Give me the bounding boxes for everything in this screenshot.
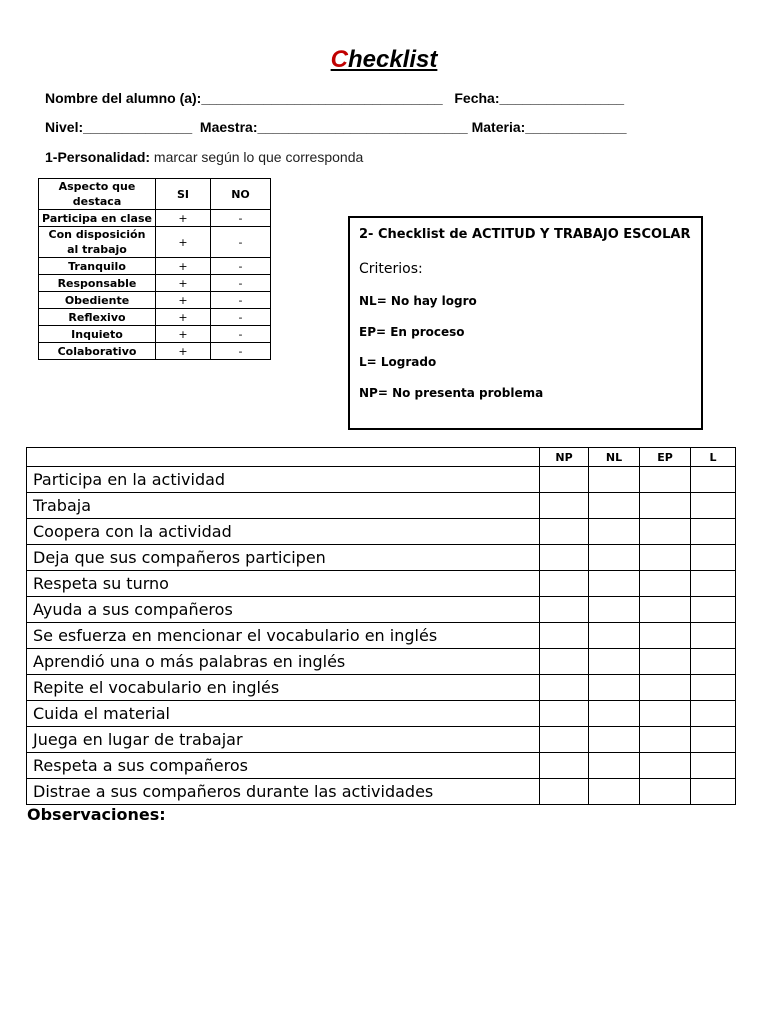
checklist-np-cell[interactable] [540,623,589,649]
checklist-row [27,675,736,701]
checklist-item-label: Juega en lugar de trabajar [27,727,540,753]
criteria-title: 2- Checklist de ACTITUD Y TRABAJO ESCOLAR [359,227,691,242]
personality-header-no: NO [211,179,271,210]
checklist-l-cell[interactable] [691,467,736,493]
checklist-ep-cell[interactable] [640,545,691,571]
checklist-row [27,727,736,753]
checklist-nl-cell[interactable] [589,753,640,779]
student-name-date-line[interactable]: Nombre del alumno (a):_______________________________ Fecha:________________ [45,90,625,106]
checklist-nl-cell[interactable] [589,467,640,493]
checklist-l-cell[interactable] [691,545,736,571]
checklist-item-label: Ayuda a sus compañeros [27,597,540,623]
observations-label: Observaciones: [27,805,166,824]
checklist-row [27,545,736,571]
checklist-l-cell[interactable] [691,597,736,623]
personality-no-cell: - [211,326,271,343]
personality-aspect-cell: Participa en clase [39,210,156,227]
personality-row [39,258,271,275]
checklist-np-cell[interactable] [540,675,589,701]
personality-row [39,227,271,258]
checklist-l-cell[interactable] [691,701,736,727]
personality-aspect-cell: Obediente [39,292,156,309]
checklist-item-label: Se esfuerza en mencionar el vocabulario en inglés [27,623,540,649]
criteria-item: L= Logrado [359,355,437,369]
checklist-nl-cell[interactable] [589,701,640,727]
personality-si-cell: + [156,309,211,326]
main-header-blank [27,448,540,467]
checklist-ep-cell[interactable] [640,701,691,727]
checklist-l-cell[interactable] [691,753,736,779]
checklist-ep-cell[interactable] [640,623,691,649]
checklist-ep-cell[interactable] [640,519,691,545]
checklist-l-cell[interactable] [691,727,736,753]
checklist-item-label: Aprendió una o más palabras en inglés [27,649,540,675]
personality-aspect-cell: Responsable [39,275,156,292]
checklist-nl-cell[interactable] [589,571,640,597]
checklist-ep-cell[interactable] [640,753,691,779]
checklist-ep-cell[interactable] [640,779,691,805]
personality-no-cell: - [211,227,271,258]
checklist-np-cell[interactable] [540,597,589,623]
personality-si-cell: + [156,343,211,360]
personality-no-cell: - [211,343,271,360]
page-title [0,46,768,74]
checklist-row [27,753,736,779]
checklist-nl-cell[interactable] [589,623,640,649]
checklist-np-cell[interactable] [540,701,589,727]
main-header-l: L [691,448,736,467]
checklist-ep-cell[interactable] [640,727,691,753]
checklist-np-cell[interactable] [540,493,589,519]
checklist-np-cell[interactable] [540,571,589,597]
criteria-item: NL= No hay logro [359,294,477,308]
personality-row [39,292,271,309]
title-first-letter: C [330,46,348,73]
checklist-ep-cell[interactable] [640,493,691,519]
checklist-item-label: Respeta su turno [27,571,540,597]
checklist-l-cell[interactable] [691,623,736,649]
checklist-np-cell[interactable] [540,519,589,545]
title-rest: hecklist [347,46,438,73]
checklist-row [27,597,736,623]
checklist-l-cell[interactable] [691,519,736,545]
checklist-ep-cell[interactable] [640,571,691,597]
section1-label: 1-Personalidad: [45,149,151,165]
personality-aspect-cell: Reflexivo [39,309,156,326]
criteria-item: NP= No presenta problema [359,386,544,400]
checklist-item-label: Distrae a sus compañeros durante las actividades [27,779,540,805]
criteria-item: EP= En proceso [359,325,465,339]
checklist-nl-cell[interactable] [589,675,640,701]
checklist-l-cell[interactable] [691,675,736,701]
checklist-item-label: Deja que sus compañeros participen [27,545,540,571]
checklist-np-cell[interactable] [540,727,589,753]
main-header-np: NP [540,448,589,467]
criteria-label: Criterios: [359,261,423,277]
personality-aspect-cell: Colaborativo [39,343,156,360]
personality-aspect-cell: Inquieto [39,326,156,343]
checklist-row [27,649,736,675]
personality-header-aspect: Aspecto que destaca [39,179,156,210]
checklist-row [27,493,736,519]
checklist-row [27,571,736,597]
checklist-item-label: Coopera con la actividad [27,519,540,545]
checklist-np-cell[interactable] [540,649,589,675]
checklist-nl-cell[interactable] [589,493,640,519]
main-header-ep: EP [640,448,691,467]
personality-row [39,210,271,227]
personality-si-cell: + [156,210,211,227]
section1-heading [45,149,363,165]
checklist-item-label: Cuida el material [27,701,540,727]
checklist-ep-cell[interactable] [640,467,691,493]
checklist-ep-cell[interactable] [640,597,691,623]
personality-row [39,309,271,326]
checklist-ep-cell[interactable] [640,675,691,701]
checklist-row [27,519,736,545]
checklist-row [27,623,736,649]
level-teacher-subject-line[interactable]: Nivel:______________ Maestra:___________________________ Materia:_____________ [45,119,627,135]
checklist-np-cell[interactable] [540,779,589,805]
personality-no-cell: - [211,210,271,227]
personality-si-cell: + [156,258,211,275]
checklist-l-cell[interactable] [691,493,736,519]
checklist-row [27,701,736,727]
attitude-checklist-table [26,447,736,805]
section1-instruction: marcar según lo que corresponda [150,149,364,165]
personality-si-cell: + [156,275,211,292]
personality-aspect-cell: Tranquilo [39,258,156,275]
personality-si-cell: + [156,292,211,309]
personality-no-cell: - [211,292,271,309]
personality-row [39,343,271,360]
personality-si-cell: + [156,227,211,258]
checklist-row [27,779,736,805]
checklist-nl-cell[interactable] [589,649,640,675]
checklist-np-cell[interactable] [540,467,589,493]
checklist-nl-cell[interactable] [589,545,640,571]
checklist-item-label: Trabaja [27,493,540,519]
checklist-nl-cell[interactable] [589,779,640,805]
checklist-nl-cell[interactable] [589,727,640,753]
personality-table [38,178,271,360]
checklist-np-cell[interactable] [540,545,589,571]
checklist-l-cell[interactable] [691,571,736,597]
checklist-ep-cell[interactable] [640,649,691,675]
checklist-item-label: Participa en la actividad [27,467,540,493]
personality-si-cell: + [156,326,211,343]
criteria-box [348,216,703,430]
checklist-nl-cell[interactable] [589,597,640,623]
main-header-nl: NL [589,448,640,467]
personality-row [39,275,271,292]
checklist-item-label: Repite el vocabulario en inglés [27,675,540,701]
checklist-l-cell[interactable] [691,779,736,805]
checklist-row [27,467,736,493]
personality-row [39,326,271,343]
checklist-np-cell[interactable] [540,753,589,779]
personality-aspect-cell: Con disposición al trabajo [39,227,156,258]
personality-no-cell: - [211,258,271,275]
personality-no-cell: - [211,309,271,326]
checklist-item-label: Respeta a sus compañeros [27,753,540,779]
checklist-l-cell[interactable] [691,649,736,675]
checklist-nl-cell[interactable] [589,519,640,545]
personality-no-cell: - [211,275,271,292]
personality-header-si: SI [156,179,211,210]
